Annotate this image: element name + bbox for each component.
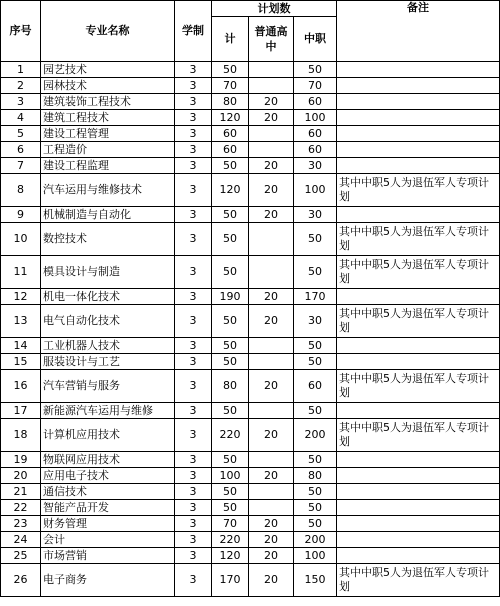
cell-remarks: [337, 516, 500, 532]
cell-total: 220: [212, 419, 249, 452]
cell-vocational: 50: [294, 338, 337, 354]
header-seq: 序号: [1, 1, 41, 62]
cell-years: 3: [175, 94, 212, 110]
cell-remarks: [337, 354, 500, 370]
table-row: [1, 110, 500, 126]
cell-seq: 24: [1, 532, 41, 548]
cell-total: 50: [212, 452, 249, 468]
cell-remarks: [337, 78, 500, 94]
cell-major-name: 工程造价: [41, 142, 175, 158]
cell-remarks: [337, 338, 500, 354]
cell-general-high: 20: [249, 532, 294, 548]
cell-major-name: 机械制造与自动化: [41, 207, 175, 223]
cell-vocational: 50: [294, 223, 337, 256]
cell-seq: 10: [1, 223, 41, 256]
cell-remarks: [337, 403, 500, 419]
cell-general-high: [249, 142, 294, 158]
cell-remarks: [337, 484, 500, 500]
cell-seq: 8: [1, 174, 41, 207]
table-row: [1, 78, 500, 94]
cell-general-high: 20: [249, 468, 294, 484]
cell-years: 3: [175, 500, 212, 516]
cell-vocational: 70: [294, 78, 337, 94]
header-vocational: 中职: [294, 17, 337, 62]
cell-total: 80: [212, 94, 249, 110]
cell-seq: 17: [1, 403, 41, 419]
cell-vocational: 30: [294, 305, 337, 338]
cell-remarks: [337, 289, 500, 305]
cell-total: 70: [212, 516, 249, 532]
cell-seq: 20: [1, 468, 41, 484]
cell-vocational: 50: [294, 484, 337, 500]
cell-total: 80: [212, 370, 249, 403]
cell-seq: 11: [1, 256, 41, 289]
cell-vocational: 60: [294, 142, 337, 158]
cell-vocational: 100: [294, 110, 337, 126]
cell-major-name: 会计: [41, 532, 175, 548]
cell-vocational: 50: [294, 62, 337, 78]
cell-years: 3: [175, 484, 212, 500]
cell-years: 3: [175, 207, 212, 223]
cell-total: 120: [212, 110, 249, 126]
cell-vocational: 100: [294, 548, 337, 564]
cell-years: 3: [175, 142, 212, 158]
cell-seq: 5: [1, 126, 41, 142]
cell-total: 120: [212, 548, 249, 564]
cell-general-high: 20: [249, 548, 294, 564]
cell-total: 190: [212, 289, 249, 305]
table-row: [1, 207, 500, 223]
cell-major-name: 物联网应用技术: [41, 452, 175, 468]
table-row: [1, 532, 500, 548]
cell-total: 50: [212, 500, 249, 516]
cell-vocational: 60: [294, 94, 337, 110]
table-row: [1, 158, 500, 174]
cell-seq: 25: [1, 548, 41, 564]
cell-remarks: [337, 452, 500, 468]
cell-total: 50: [212, 484, 249, 500]
cell-remarks: [337, 207, 500, 223]
table-body: [1, 62, 500, 597]
cell-vocational: 200: [294, 419, 337, 452]
cell-total: 220: [212, 532, 249, 548]
cell-major-name: 建设工程管理: [41, 126, 175, 142]
table-row: [1, 403, 500, 419]
cell-total: 50: [212, 305, 249, 338]
cell-seq: 15: [1, 354, 41, 370]
table-row: [1, 354, 500, 370]
cell-vocational: 50: [294, 500, 337, 516]
table-row: [1, 94, 500, 110]
cell-seq: 16: [1, 370, 41, 403]
cell-vocational: 60: [294, 126, 337, 142]
cell-general-high: [249, 223, 294, 256]
cell-major-name: 电子商务: [41, 564, 175, 597]
cell-general-high: 20: [249, 370, 294, 403]
cell-total: 50: [212, 62, 249, 78]
cell-years: 3: [175, 223, 212, 256]
cell-major-name: 新能源汽车运用与维修: [41, 403, 175, 419]
table-row: [1, 468, 500, 484]
cell-seq: 23: [1, 516, 41, 532]
cell-vocational: 50: [294, 354, 337, 370]
cell-general-high: 20: [249, 94, 294, 110]
cell-seq: 2: [1, 78, 41, 94]
cell-major-name: 建设工程监理: [41, 158, 175, 174]
cell-remarks: 其中中职5人为退伍军人专项计划: [337, 256, 500, 289]
cell-remarks: [337, 500, 500, 516]
cell-vocational: 170: [294, 289, 337, 305]
cell-remarks: [337, 468, 500, 484]
cell-years: 3: [175, 110, 212, 126]
table-row: [1, 126, 500, 142]
cell-years: 3: [175, 305, 212, 338]
cell-years: 3: [175, 174, 212, 207]
cell-remarks: 其中中职5人为退伍军人专项计划: [337, 370, 500, 403]
cell-general-high: 20: [249, 419, 294, 452]
cell-remarks: [337, 142, 500, 158]
cell-years: 3: [175, 158, 212, 174]
cell-years: 3: [175, 354, 212, 370]
cell-major-name: 财务管理: [41, 516, 175, 532]
cell-general-high: 20: [249, 174, 294, 207]
cell-major-name: 建筑工程技术: [41, 110, 175, 126]
cell-years: 3: [175, 516, 212, 532]
cell-general-high: [249, 126, 294, 142]
cell-seq: 9: [1, 207, 41, 223]
table-row: [1, 419, 500, 452]
cell-vocational: 150: [294, 564, 337, 597]
cell-major-name: 电气自动化技术: [41, 305, 175, 338]
table-row: [1, 223, 500, 256]
table-row: [1, 174, 500, 207]
table-row: [1, 564, 500, 597]
cell-major-name: 建筑装饰工程技术: [41, 94, 175, 110]
cell-total: 120: [212, 174, 249, 207]
cell-major-name: 园艺技术: [41, 62, 175, 78]
cell-general-high: 20: [249, 110, 294, 126]
table-row: [1, 548, 500, 564]
cell-total: 50: [212, 354, 249, 370]
cell-general-high: 20: [249, 158, 294, 174]
cell-seq: 4: [1, 110, 41, 126]
cell-general-high: [249, 256, 294, 289]
cell-seq: 26: [1, 564, 41, 597]
cell-seq: 13: [1, 305, 41, 338]
cell-years: 3: [175, 403, 212, 419]
table-row: [1, 452, 500, 468]
cell-years: 3: [175, 78, 212, 94]
cell-total: 50: [212, 158, 249, 174]
cell-total: 70: [212, 78, 249, 94]
table-row: [1, 256, 500, 289]
cell-remarks: 其中中职5人为退伍军人专项计划: [337, 223, 500, 256]
cell-years: 3: [175, 468, 212, 484]
header-major-name: 专业名称: [41, 1, 175, 62]
header-years: 学制: [175, 1, 212, 62]
cell-total: 50: [212, 403, 249, 419]
cell-remarks: [337, 62, 500, 78]
cell-vocational: 80: [294, 468, 337, 484]
table-row: [1, 516, 500, 532]
cell-general-high: 20: [249, 564, 294, 597]
cell-major-name: 园林技术: [41, 78, 175, 94]
table-row: [1, 62, 500, 78]
cell-remarks: [337, 126, 500, 142]
cell-major-name: 智能产品开发: [41, 500, 175, 516]
cell-remarks: 其中中职5人为退伍军人专项计划: [337, 174, 500, 207]
cell-seq: 7: [1, 158, 41, 174]
cell-seq: 1: [1, 62, 41, 78]
cell-general-high: [249, 403, 294, 419]
table-row: [1, 500, 500, 516]
header-general-high: 普通高中: [249, 17, 294, 62]
cell-remarks: 其中中职5人为退伍军人专项计划: [337, 305, 500, 338]
cell-general-high: [249, 484, 294, 500]
cell-vocational: 50: [294, 452, 337, 468]
cell-general-high: 20: [249, 305, 294, 338]
cell-major-name: 数控技术: [41, 223, 175, 256]
cell-vocational: 60: [294, 370, 337, 403]
cell-remarks: [337, 548, 500, 564]
cell-seq: 6: [1, 142, 41, 158]
cell-general-high: [249, 452, 294, 468]
cell-remarks: 其中中职5人为退伍军人专项计划: [337, 564, 500, 597]
cell-major-name: 汽车营销与服务: [41, 370, 175, 403]
cell-major-name: 市场营销: [41, 548, 175, 564]
cell-general-high: 20: [249, 516, 294, 532]
cell-vocational: 50: [294, 256, 337, 289]
cell-years: 3: [175, 532, 212, 548]
cell-years: 3: [175, 126, 212, 142]
cell-years: 3: [175, 564, 212, 597]
cell-general-high: 20: [249, 207, 294, 223]
cell-remarks: [337, 158, 500, 174]
header-remarks: 备注: [337, 1, 500, 62]
cell-total: 50: [212, 338, 249, 354]
cell-total: 100: [212, 468, 249, 484]
cell-seq: 19: [1, 452, 41, 468]
cell-total: 60: [212, 142, 249, 158]
table-row: [1, 305, 500, 338]
cell-years: 3: [175, 338, 212, 354]
table-row: [1, 484, 500, 500]
cell-general-high: [249, 62, 294, 78]
cell-seq: 22: [1, 500, 41, 516]
cell-total: 60: [212, 126, 249, 142]
cell-seq: 18: [1, 419, 41, 452]
cell-remarks: [337, 94, 500, 110]
cell-years: 3: [175, 452, 212, 468]
cell-major-name: 汽车运用与维修技术: [41, 174, 175, 207]
header-plan-group: 计划数: [212, 1, 337, 17]
cell-vocational: 50: [294, 516, 337, 532]
cell-seq: 21: [1, 484, 41, 500]
cell-major-name: 通信技术: [41, 484, 175, 500]
cell-vocational: 200: [294, 532, 337, 548]
cell-total: 170: [212, 564, 249, 597]
table-header: [1, 1, 500, 62]
cell-years: 3: [175, 289, 212, 305]
cell-years: 3: [175, 370, 212, 403]
cell-years: 3: [175, 548, 212, 564]
cell-total: 50: [212, 256, 249, 289]
cell-vocational: 50: [294, 403, 337, 419]
cell-total: 50: [212, 207, 249, 223]
cell-general-high: [249, 338, 294, 354]
cell-vocational: 30: [294, 158, 337, 174]
cell-general-high: 20: [249, 289, 294, 305]
header-total: 计: [212, 17, 249, 62]
cell-general-high: [249, 78, 294, 94]
cell-major-name: 模具设计与制造: [41, 256, 175, 289]
cell-major-name: 应用电子技术: [41, 468, 175, 484]
cell-seq: 3: [1, 94, 41, 110]
table-row: [1, 338, 500, 354]
cell-major-name: 计算机应用技术: [41, 419, 175, 452]
cell-general-high: [249, 500, 294, 516]
cell-major-name: 服装设计与工艺: [41, 354, 175, 370]
table-row: [1, 142, 500, 158]
cell-remarks: [337, 532, 500, 548]
cell-total: 50: [212, 223, 249, 256]
cell-years: 3: [175, 256, 212, 289]
cell-general-high: [249, 354, 294, 370]
cell-major-name: 工业机器人技术: [41, 338, 175, 354]
cell-remarks: [337, 110, 500, 126]
cell-seq: 12: [1, 289, 41, 305]
cell-vocational: 100: [294, 174, 337, 207]
cell-vocational: 30: [294, 207, 337, 223]
table-row: [1, 370, 500, 403]
cell-years: 3: [175, 62, 212, 78]
cell-major-name: 机电一体化技术: [41, 289, 175, 305]
cell-remarks: 其中中职5人为退伍军人专项计划: [337, 419, 500, 452]
cell-years: 3: [175, 419, 212, 452]
table-row: [1, 289, 500, 305]
cell-seq: 14: [1, 338, 41, 354]
